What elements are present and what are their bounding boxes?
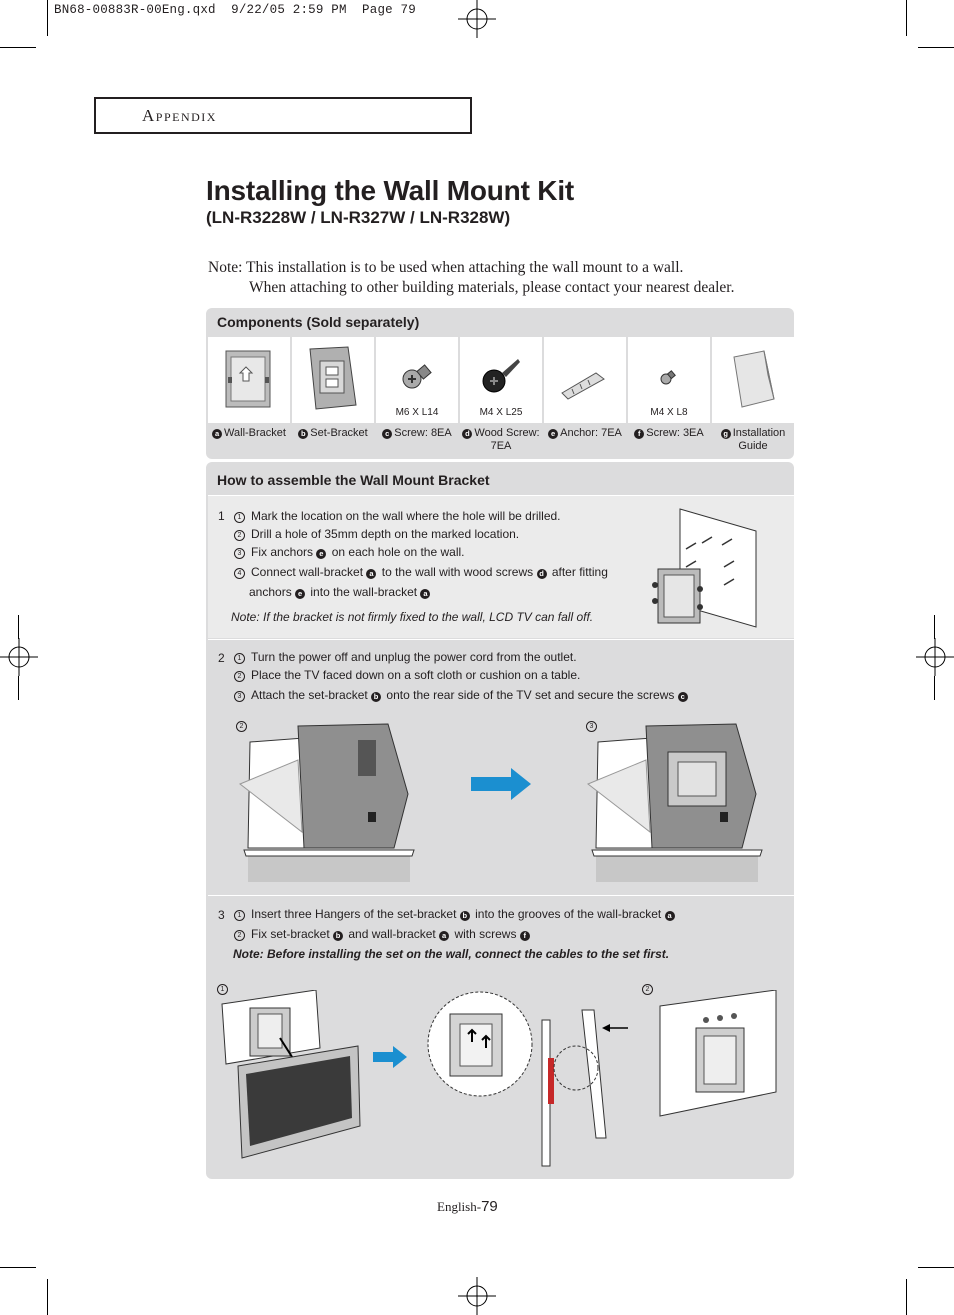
component-label: a Wall-Bracket xyxy=(208,427,290,440)
guide-booklet-icon xyxy=(712,337,794,423)
set-bracket-icon xyxy=(292,337,374,423)
page-footer xyxy=(437,1198,498,1215)
step3-note: Note: Before installing the set on the wall, connect the cables to the set first. xyxy=(233,947,670,961)
component-wall-bracket xyxy=(208,337,290,423)
tv-hang-diagram xyxy=(220,990,370,1162)
page-title: Installing the Wall Mount Kit xyxy=(206,175,575,206)
crop-mark xyxy=(0,1267,36,1268)
component-screw-m4 xyxy=(628,337,710,423)
screw-icon xyxy=(376,337,458,407)
wall-bracket-icon xyxy=(208,337,290,423)
component-label: b Set-Bracket xyxy=(292,427,374,440)
component-spec: M4 X L8 xyxy=(650,407,688,418)
direction-arrow-right xyxy=(373,1046,407,1068)
print-slug: BN68-00883R-00Eng.qxd 9/22/05 2:59 PM Page 79 xyxy=(54,3,416,17)
crop-mark xyxy=(906,1279,907,1315)
direction-arrow-right xyxy=(471,768,533,800)
side-view-diagram xyxy=(536,1006,636,1168)
footer-language: English- xyxy=(437,1199,482,1214)
registration-mark-right xyxy=(916,638,954,676)
letter-badge: d xyxy=(462,429,472,439)
letter-badge: g xyxy=(721,429,731,439)
tv-with-set-bracket-diagram xyxy=(586,720,766,882)
component-set-bracket xyxy=(292,337,374,423)
components-grid xyxy=(208,337,794,457)
page-number: 79 xyxy=(481,1198,498,1215)
registration-mark-top xyxy=(458,0,496,38)
intro-note-line2: When attaching to other building materials, please contact your nearest dealer. xyxy=(249,279,735,296)
crop-mark xyxy=(934,615,935,639)
crop-mark xyxy=(18,676,19,700)
letter-badge: c xyxy=(382,429,392,439)
components-heading: Components (Sold separately) xyxy=(217,314,420,330)
small-screw-icon xyxy=(628,337,710,407)
component-label: c Screw: 8EA xyxy=(376,427,458,440)
component-wood-screw xyxy=(460,337,542,423)
intro-note xyxy=(208,258,734,298)
wall-bracket-diagram xyxy=(640,505,770,635)
letter-badge: f xyxy=(634,429,644,439)
figure-number-2b: 2 xyxy=(642,979,659,997)
crop-mark xyxy=(47,0,48,36)
divider xyxy=(208,639,794,640)
component-screw-m6 xyxy=(376,337,458,423)
component-anchor xyxy=(544,337,626,423)
component-label: g Installation Guide xyxy=(712,427,794,453)
figure-number-1: 1 xyxy=(217,979,234,997)
figure-number-3: 3 xyxy=(586,716,603,734)
letter-badge: b xyxy=(298,429,308,439)
section-label: Appendix xyxy=(142,106,217,125)
crop-mark xyxy=(47,1279,48,1315)
step-number: 3 xyxy=(218,908,225,922)
component-spec: M4 X L25 xyxy=(479,407,523,418)
component-label: d Wood Screw: 7EA xyxy=(460,427,542,453)
registration-mark-bottom xyxy=(458,1277,496,1315)
component-installation-guide xyxy=(712,337,794,423)
step-number: 1 xyxy=(218,509,225,523)
step1-instructions: 1 Mark the location on the wall where the hole will be drilled. 2 Drill a hole of 35mm depth on the marked location. 3 Fix anchors e on each hole on the wall. 4 Connect wall-bracket a to the wall with wood screws d after fitting anchors e into the wall-bracket a xyxy=(234,507,624,601)
figure-number-2: 2 xyxy=(236,716,253,734)
crop-mark xyxy=(906,0,907,36)
crop-mark xyxy=(0,47,36,48)
anchor-icon xyxy=(544,337,626,423)
step-number: 2 xyxy=(218,651,225,665)
component-label: f Screw: 3EA xyxy=(628,427,710,440)
crop-mark xyxy=(918,1267,954,1268)
intro-note-line1: Note: This installation is to be used when attaching the wall mount to a wall. xyxy=(208,259,684,276)
letter-badge: a xyxy=(212,429,222,439)
divider xyxy=(208,895,794,896)
hanger-detail-diagram xyxy=(414,986,554,1106)
registration-mark-left xyxy=(0,638,38,676)
tv-face-down-diagram xyxy=(238,720,418,882)
crop-mark xyxy=(18,615,19,639)
page-subtitle: (LN-R3228W / LN-R327W / LN-R328W) xyxy=(206,208,511,227)
step2-instructions: 1 Turn the power off and unplug the power cord from the outlet. 2 Place the TV faced down on a soft cloth or cushion on a table. 3 Attach the set-bracket b onto the rear side of the TV set and secure the screws c xyxy=(234,648,754,704)
crop-mark xyxy=(918,47,954,48)
component-spec: M6 X L14 xyxy=(395,407,439,418)
step1-note: Note: If the bracket is not firmly fixed to the wall, LCD TV can fall off. xyxy=(231,610,594,624)
wood-screw-icon xyxy=(460,337,542,407)
assembly-heading: How to assemble the Wall Mount Bracket xyxy=(217,472,490,488)
letter-badge: e xyxy=(548,429,558,439)
component-label: e Anchor: 7EA xyxy=(544,427,626,440)
step3-instructions: 1 Insert three Hangers of the set-bracket b into the grooves of the wall-bracket a 2 Fix set-bracket b and wall-bracket a with screws f xyxy=(234,905,754,943)
crop-mark xyxy=(934,676,935,700)
wall-mounted-bracket-diagram xyxy=(658,990,778,1120)
